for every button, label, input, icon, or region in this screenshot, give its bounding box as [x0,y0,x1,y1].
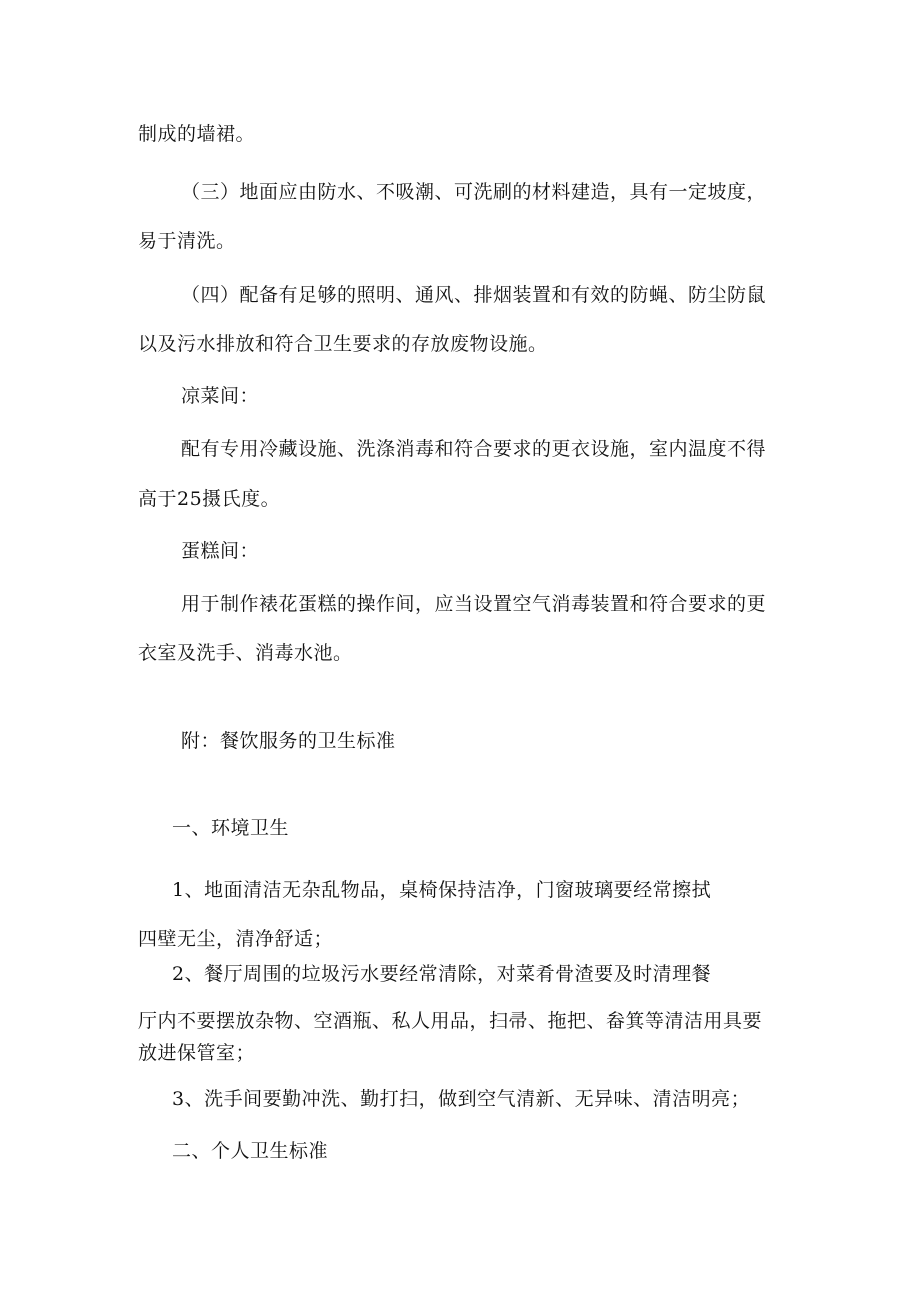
text-line: 3、洗手间要勤冲洗、勤打扫，做到空气清新、无异味、清洁明亮； [172,1088,751,1110]
section-heading-personal-hygiene: 二、个人卫生标准 [172,1140,329,1162]
text-line: （三）地面应由防水、不吸潮、可洗刷的材料建造，具有一定坡度， [181,181,767,203]
text-line: 高于25摄氏度。 [138,488,281,510]
section-heading-environment: 一、环境卫生 [172,817,290,839]
text-line: 四壁无尘，清净舒适； [138,928,334,950]
section-label-cake-room: 蛋糕间： [181,540,260,562]
text-line: 以及污水排放和符合卫生要求的存放废物设施。 [138,333,548,355]
text-line: 2、餐厅周围的垃圾污水要经常清除，对菜肴骨渣要及时清理餐 [172,963,712,985]
text-line: 1、地面清洁无杂乱物品，桌椅保持洁净，门窗玻璃要经常擦拭 [172,879,712,901]
text-line: 用于制作裱花蛋糕的操作间，应当设置空气消毒装置和符合要求的更 [181,593,767,615]
text-line: （四）配备有足够的照明、通风、排烟装置和有效的防蝇、防尘防鼠 [181,284,767,306]
text-line: 配有专用冷藏设施、洗涤消毒和符合要求的更衣设施，室内温度不得 [181,438,767,460]
appendix-heading: 附：餐饮服务的卫生标准 [181,730,396,752]
text-line: 厅内不要摆放杂物、空酒瓶、私人用品，扫帚、拖把、畚箕等清洁用具要 [138,1010,763,1032]
text-line: 衣室及洗手、消毒水池。 [138,642,353,664]
section-label-cold-dish-room: 凉菜间： [181,385,260,407]
text-line: 放进保管室； [138,1042,256,1064]
text-line: 制成的墙裙。 [138,123,256,145]
text-line: 易于清洗。 [138,230,236,252]
